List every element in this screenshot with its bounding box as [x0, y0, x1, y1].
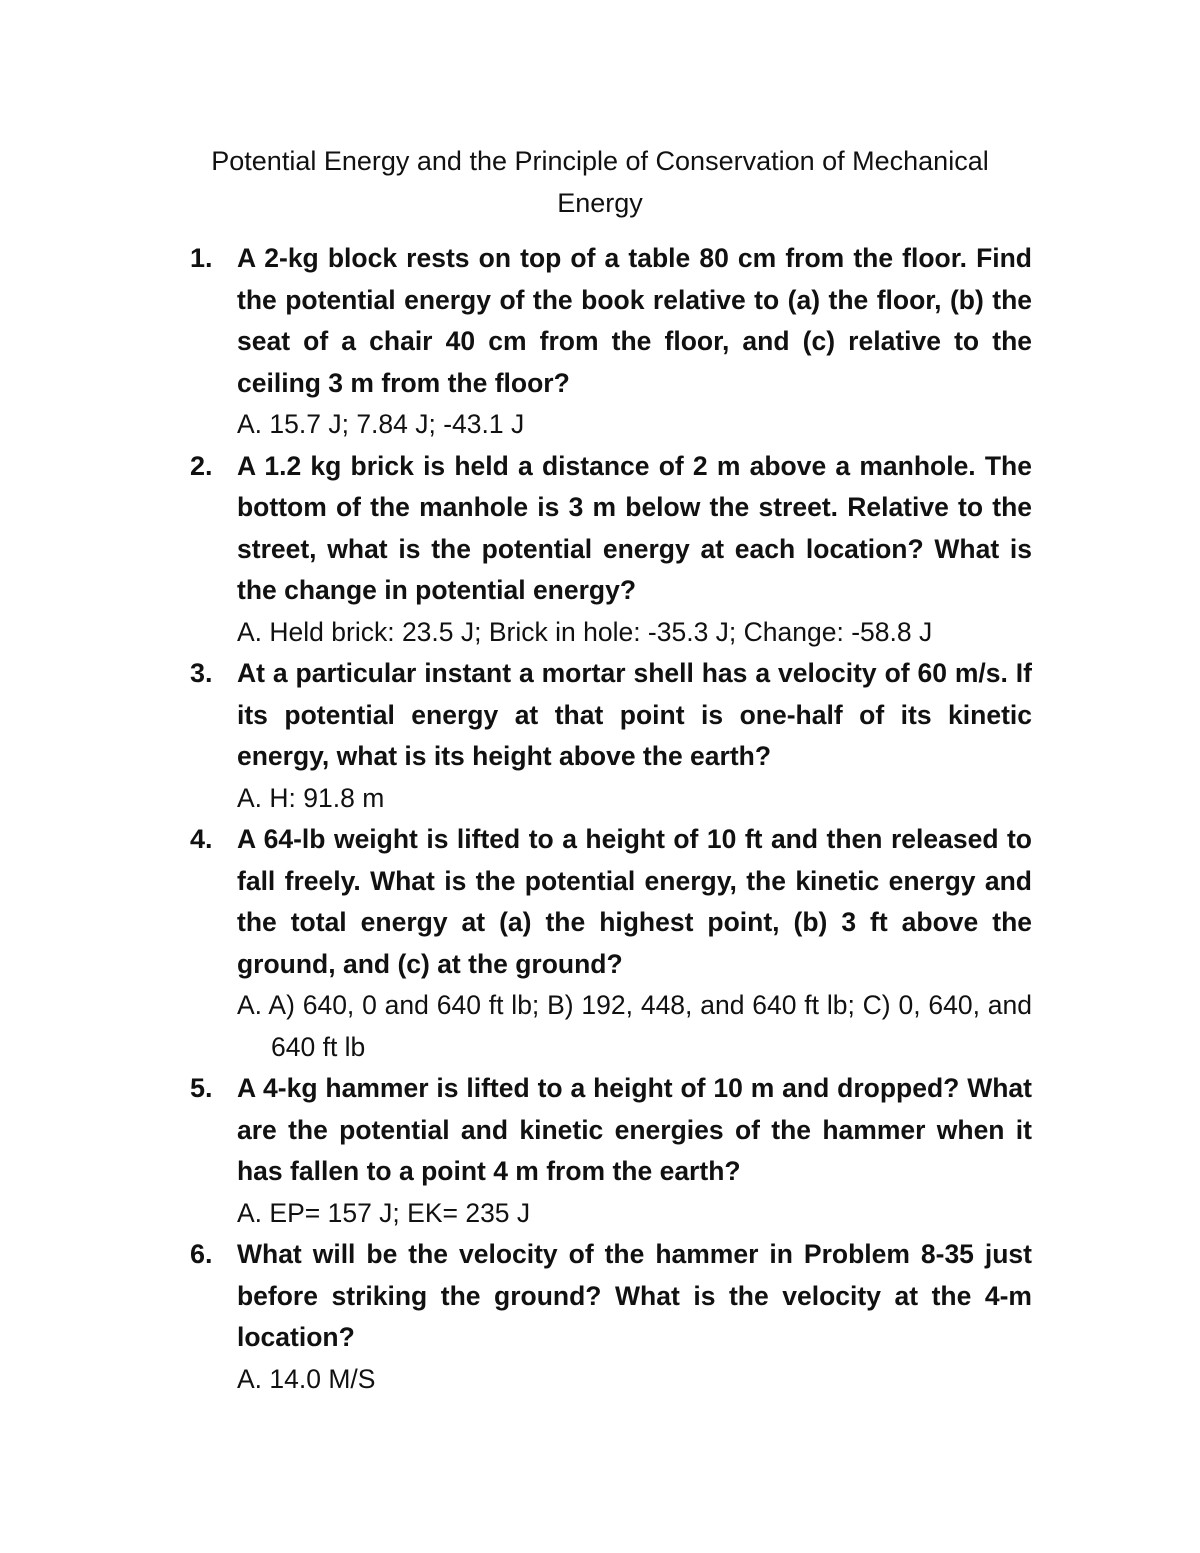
problem-answer: A. EP= 157 J; EK= 235 J	[237, 1197, 531, 1228]
document-title: Potential Energy and the Principle of Conservation of Mechanical Energy	[211, 146, 989, 218]
problem-item-4	[0, 819, 1200, 1068]
problem-question: A 2-kg block rests on top of a table 80 cm from the floor. Find the potential energy of the book relative to (a) the floor, (b) the seat of a chair 40 cm from the floor, and (c) relative to the ceiling 3 m from the floor?	[237, 243, 1032, 398]
problem-answer: A. H: 91.8 m	[237, 782, 385, 813]
problem-question: A 1.2 kg brick is held a distance of 2 m above a manhole. The bottom of the manhole is 3 m below the street. Relative to the street, what is the potential energy at each location? What is the change in potential energy?	[237, 450, 1032, 605]
problem-answer: A. 14.0 M/S	[237, 1363, 376, 1394]
problem-number: 1.	[190, 243, 213, 273]
problem-item-3	[0, 653, 1200, 819]
problem-item-5	[0, 1068, 1200, 1234]
problem-question: What will be the velocity of the hammer in Problem 8-35 just before striking the ground? What is the velocity at the 4-m location?	[237, 1239, 1032, 1352]
problem-item-2	[0, 446, 1200, 654]
problem-question: A 4-kg hammer is lifted to a height of 10 m and dropped? What are the potential and kinetic energies of the hammer when it has fallen to a point 4 m from the earth?	[237, 1073, 1032, 1186]
problem-answer: A. A) 640, 0 and 640 ft lb; B) 192, 448, and 640 ft lb; C) 0, 640, and 640 ft lb	[237, 990, 1032, 1062]
problem-number: 2.	[190, 450, 213, 481]
problem-number: 5.	[190, 1073, 213, 1103]
problem-number: 3.	[190, 658, 213, 688]
problem-answer: A. 15.7 J; 7.84 J; -43.1 J	[237, 409, 525, 439]
problem-number: 4.	[190, 824, 213, 854]
problem-item-1	[0, 238, 1200, 446]
problem-answer: A. Held brick: 23.5 J; Brick in hole: -35.3 J; Change: -58.8 J	[237, 616, 933, 647]
problem-list	[0, 238, 1200, 1400]
problem-item-6	[0, 1234, 1200, 1400]
problem-question: A 64-lb weight is lifted to a height of 10 ft and then released to fall freely. What is the potential energy, the kinetic energy and the total energy at (a) the highest point, (b) 3 ft above the ground, and (c) at the ground?	[237, 824, 1032, 979]
problem-question: At a particular instant a mortar shell has a velocity of 60 m/s. If its potential energy at that point is one-half of its kinetic energy, what is its height above the earth?	[237, 658, 1032, 771]
problem-number: 6.	[190, 1239, 213, 1269]
